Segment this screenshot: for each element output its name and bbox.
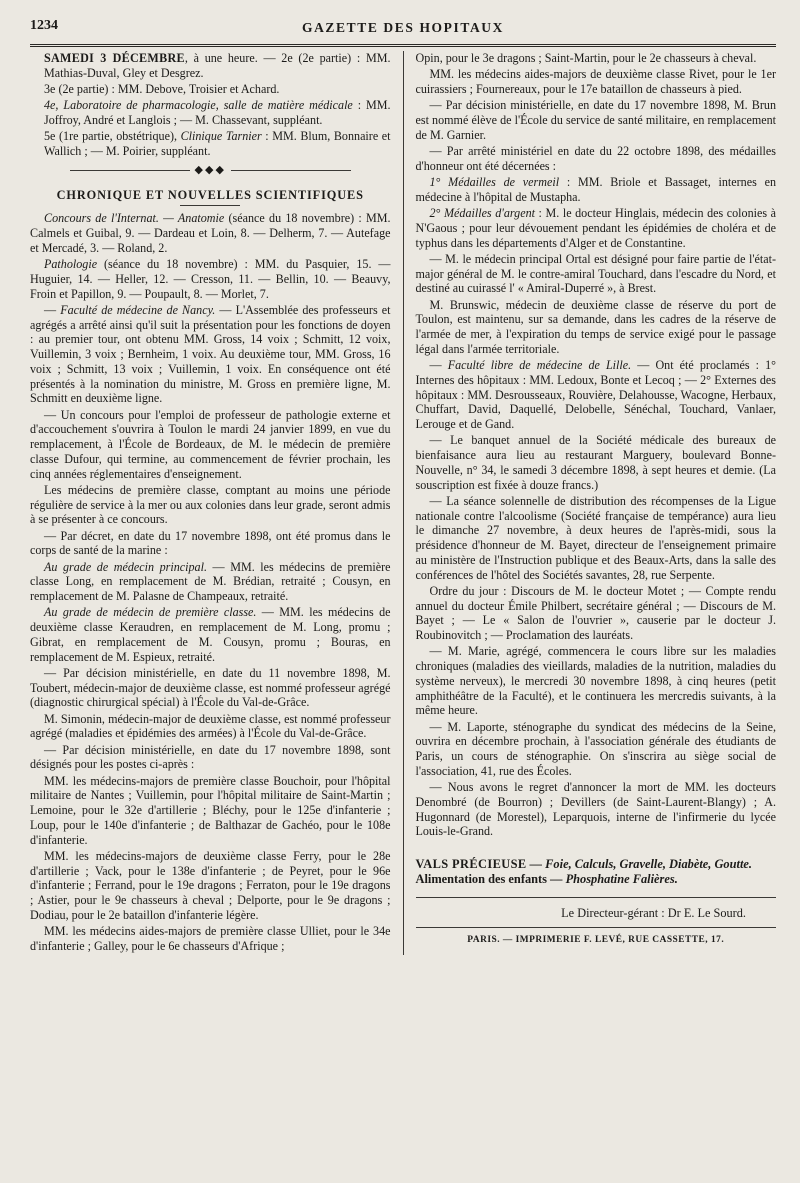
two-column-body [30, 51, 776, 955]
article-paragraph: M. Brunswic, médecin de deuxième classe de réserve du port de Toulon, est maintenu, sur sa demande, dans les cadres de la réserve de l'armée de mer, à l'expiration du temps de service exigé pour le passage légal dans l'armée territoriale. [415, 297, 776, 356]
footer-rule [416, 897, 777, 898]
article-paragraph: — Le banquet annuel de la Société médicale des bureaux de bienfaisance aura lieu au restaurant Marguery, boulevard Bonne-Nouvelle, n° 34, le samedi 3 décembre 1898, à sept heures et demie. (La souscription est fixée à douze francs.) [415, 433, 776, 492]
article-paragraph: — Faculté libre de médecine de Lille. — Ont été proclamés : 1° Internes des hôpitaux : MM. Ledoux, Bonte et Lecoq ; — 2° Externes des hôpitaux : MM. Desrousseaux, Rouvière, Delahousse, Wacogne, Herbaux, Chuffart, David, Daquellé, Delobelle, Sénéchal, Touchard, Vanlaer, Lerouge et de Gand. [415, 358, 776, 431]
right-column [403, 51, 777, 955]
article-paragraph: — Par décision ministérielle, en date du 17 novembre 1898, sont désignés pour les postes ci-après : [30, 742, 391, 772]
article-paragraph: 2° Médailles d'argent : M. le docteur Hinglais, médecin des colonies à N'Gaous ; pour leur dévouement pendant les épidémies de choléra et de typhus dans les départements d'Alger et de Constantine. [415, 206, 776, 250]
article-paragraph: — Un concours pour l'emploi de professeur de pathologie externe et d'accouchement s'ouvrira à Toulon le mardi 24 janvier 1899, en vue du remplacement, à l'École de Bordeaux, de M. le médecin de première classe Dufour, qui termine, au commencement de février prochain, les cinq années réglementaires d'enseignement. [30, 407, 391, 481]
ad-brand: VALS PRÉCIEUSE [415, 857, 527, 871]
ornament-divider: ◆◆◆ [30, 163, 391, 178]
article-paragraph: — Par décret, en date du 17 novembre 1898, ont été promus dans le corps de santé de la marine : [30, 528, 391, 558]
section-rule [180, 205, 240, 206]
article-paragraph: — M. Marie, agrégé, commencera le cours libre sur les maladies chroniques (maladies des vieillards, maladies de la nutrition, maladies du système nerveux), le mercredi 30 novembre 1898, à cinq heures (petit amphithéâtre de la Faculté), et le continuera les mercredis suivants, à la même heure. [415, 644, 776, 718]
article-paragraph: Concours de l'Internat. — Anatomie (séance du 18 novembre) : MM. Calmels et Guibal, 9. — Dardeau et Loin, 8. — Delherm, 7. — Autefage et Mercadé, 3. — Roland, 2. [30, 211, 391, 255]
article-paragraph: — La séance solennelle de distribution des récompenses de la Ligue nationale contre l'alcoolisme (Société française de tempérance) aura lieu le dimanche 27 novembre, à deux heures de l'après-midi, sous la présidence d'honneur de M. Bayet, directeur de l'enseignement primaire au ministère de l'Instruction publique et des Beaux-Arts, dans la salle des conférences de l'hôtel des Sociétés savantes, 28, rue Serpente. [415, 493, 776, 582]
imprint-rule [416, 927, 777, 928]
article-paragraph: Ordre du jour : Discours de M. le docteur Motet ; — Compte rendu annuel du docteur Émile Philbert, secrétaire général ; — Discours de M. Bayet ; — Le « Salon de l'ouvrier », causerie par le docteur J. Roubinovitch ; — Proclamation des lauréats. [415, 583, 776, 642]
section-title: CHRONIQUE ET NOUVELLES SCIENTIFIQUES [56, 187, 364, 202]
exam-schedule-paragraph: 5e (1re partie, obstétrique), Clinique Tarnier : MM. Blum, Bonnaire et Wallich ; — M. Poirier, suppléant. [44, 129, 391, 158]
article-paragraph: M. Simonin, médecin-major de deuxième classe, est nommé professeur agrégé (maladies et épidémies des armées) à l'École du Val-de-Grâce. [30, 711, 391, 741]
exam-day: SAMEDI 3 DÉCEMBRE [44, 51, 185, 65]
advertisement: VALS PRÉCIEUSE — Foie, Calculs, Gravelle, Diabète, Goutte. Alimentation des enfants — Phosphatine Falières. [415, 857, 752, 886]
ad-line: Alimentation des enfants [415, 872, 547, 886]
article-paragraph: Opin, pour le 3e dragons ; Saint-Martin, pour le 2e chasseurs à cheval. [415, 51, 757, 65]
article-paragraph: — Nous avons le regret d'annoncer la mort de MM. les docteurs Denombré (de Bourron) ; Devillers (de Saint-Laurent-Blangy) ; A. Hugonnard (de Morestel), Leparquois, interne de l'infirmerie du lycée Louis-le-Grand. [415, 780, 776, 839]
article-paragraph: Pathologie (séance du 18 novembre) : MM. du Pasquier, 15. — Huguier, 14. — Heller, 12. — Cresson, 11. — Bellin, 10. — Beauvy, Froin et Papillon, 9. — Poupault, 8. — Morlet, 7. [30, 257, 391, 301]
exam-schedule-paragraph: SAMEDI 3 DÉCEMBRE, à une heure. — 2e (2e partie) : MM. Mathias-Duval, Gley et Desgrez. [44, 51, 391, 80]
exam-schedule-paragraph: 3e (2e partie) : MM. Debove, Troisier et Achard. [44, 82, 280, 96]
article-paragraph: MM. les médecins aides-majors de première classe Ulliet, pour le 34e d'infanterie ; Galley, pour le 6e chasseurs d'Afrique ; [30, 924, 391, 953]
article-paragraph: — Par arrêté ministériel en date du 22 octobre 1898, des médailles d'honneur ont été décernées : [415, 144, 776, 173]
article-paragraph: MM. les médecins-majors de première classe Bouchoir, pour l'hôpital militaire de Nantes ; Vuillemin, pour l'hôpital militaire de Saint-Martin ; Lemoine, pour le 32e d'artillerie ; Bléchy, pour le 125e d'infanterie ; Loup, pour le 140e d'infanterie ; de Balthazar de Gachéo, pour le 108e d'infanterie. [30, 773, 391, 847]
article-paragraph: Au grade de médecin principal. — MM. les médecins de première classe Long, en remplacement de M. Brédian, retraité ; Cousyn, en remplacement de M. Palasne de Champeaux, retraité. [30, 559, 391, 603]
article-paragraph: Au grade de médecin de première classe. — MM. les médecins de deuxième classe Keraudren, en remplacement de M. Long, promu ; Gibrat, en remplacement de M. Cousyn, promu ; Bouras, en remplacement de M. Espieux, retraité. [30, 605, 391, 664]
director-signature: Le Directeur-gérant : Dr E. Le Sourd. [561, 906, 746, 920]
article-paragraph: MM. les médecins aides-majors de deuxième classe Rivet, pour le 1er cuirassiers ; Fournereaux, pour le 17e bataillon de chasseurs à pied. [415, 67, 776, 96]
exam-schedule-paragraph: 4e, Laboratoire de pharmacologie, salle de matière médicale : MM. Joffroy, André et Langlois ; — M. Chassevant, suppléant. [44, 98, 391, 127]
article-paragraph: — M. Laporte, sténographe du syndicat des médecins de la Seine, ouvrira en décembre prochain, à l'association générale des étudiants de Paris, un cours de sténographie. On s'inscrira au siège social de l'association, 41, rue des Écoles. [415, 719, 776, 778]
page-number: 1234 [30, 18, 58, 33]
article-paragraph: — Faculté de médecine de Nancy. — L'Assemblée des professeurs et agrégés a arrêté ainsi qu'il suit la présentation pour les fonctions de doyen : au premier tour, ont obtenu MM. Gross, 14 voix ; Schmitt, 12 voix, Vuillemin, 3 voix ; Bernheim, 1 voix. Au deuxième tour, MM. Gross, 16 voix ; Schmitt, 13 voix ; Vuillemin, 1 voix. En conséquence ont été présentés à la nomination du ministre, M. Gross en première ligne, M. Schmitt en deuxième ligne. [30, 302, 391, 406]
article-paragraph: — Par décision ministérielle, en date du 17 novembre 1898, M. Brun est nommé élève de l'École du service de santé militaire, en remplacement de M. Garnier. [415, 98, 776, 142]
left-column [30, 51, 403, 955]
article-paragraph: Les médecins de première classe, comptant au moins une période régulière de service à la mer ou aux colonies dans leur grade, seront admis à se présenter à ce concours. [30, 482, 391, 527]
running-title: GAZETTE DES HOPITAUX [301, 20, 505, 35]
imprint-line: PARIS. — IMPRIMERIE F. LEVÉ, RUE CASSETTE, 17. [467, 934, 725, 945]
article-paragraph: — M. le médecin principal Ortal est désigné pour faire partie de l'état-major général de M. le contre-amiral Touchard, dans l'escadre du Nord, et destiné au cuirassé l' « Amiral-Duperré », à Brest. [415, 251, 776, 296]
article-paragraph: 1° Médailles de vermeil : MM. Briole et Bassaget, internes en médecine à l'hôpital de Mustapha. [415, 175, 776, 204]
article-paragraph: MM. les médecins-majors de deuxième classe Ferry, pour le 28e d'artillerie ; Vack, pour le 138e d'infanterie ; de Peyret, pour le 96e d'infanterie ; Ferrand, pour le 19e dragons ; Ferraton, pour le 19e dragons ; Astier, pour le 9e chasseurs à cheval ; Delporte, pour le 9e dragons ; Dodiau, pour le 2e bataillon d'infanterie légère. [30, 848, 391, 922]
article-paragraph: — Par décision ministérielle, en date du 11 novembre 1898, M. Toubert, médecin-major de deuxième classe, est nommé professeur agrégé (diagnostic chirurgical spécial) à l'École du Val-de-Grâce. [30, 665, 391, 710]
header-rule [30, 44, 776, 47]
page-header [30, 16, 776, 44]
